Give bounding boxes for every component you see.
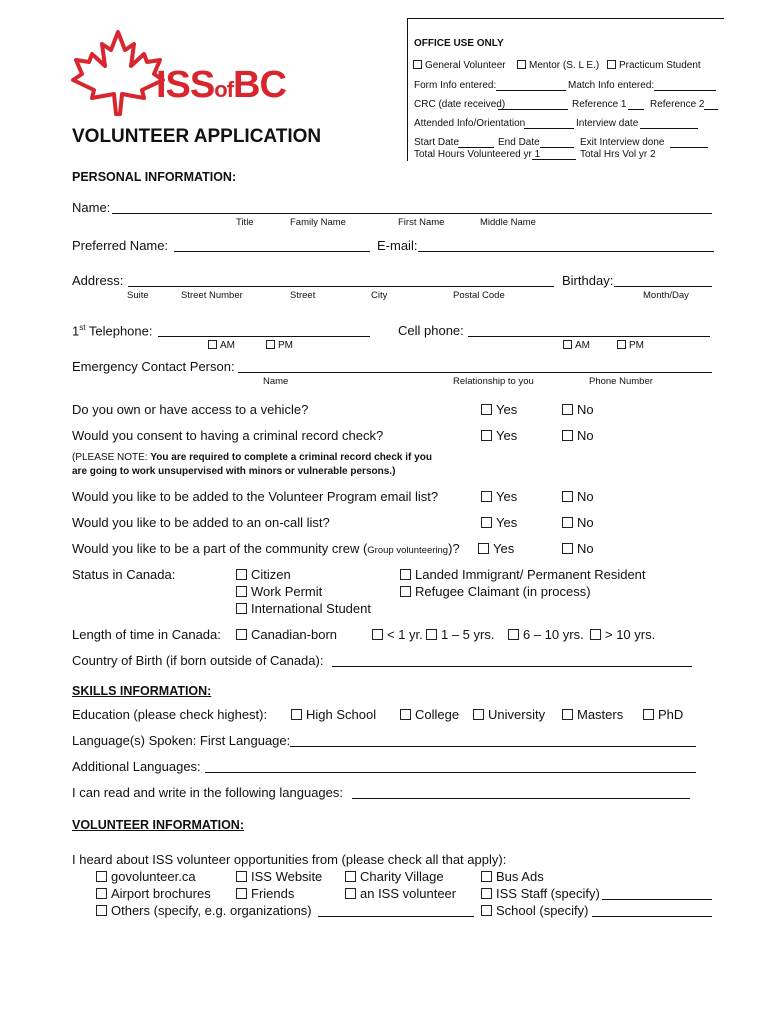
mentor-checkbox[interactable]: Mentor (S. L E.) [517,60,599,71]
match-info-field[interactable] [654,90,716,91]
email-list-no-checkbox[interactable]: No [562,489,594,504]
emerg-sub-relationship: Relationship to you [453,376,534,387]
q-vehicle: Do you own or have access to a vehicle? [72,402,309,417]
exit-interview-label: Exit Interview done [580,137,665,148]
exit-interview-field[interactable] [670,147,708,148]
others-checkbox[interactable]: Others (specify, e.g. organizations) [96,903,312,918]
logo-of: of [214,77,234,102]
criminal-note-line1: (PLEASE NOTE: You are required to complete a criminal record check if you [72,452,432,463]
birthday-field[interactable] [614,286,712,287]
name-field[interactable] [112,213,712,214]
q-crew: Would you like to be a part of the community crew (Group volunteering)? [72,541,460,556]
charity-village-checkbox[interactable]: Charity Village [345,869,444,884]
phd-checkbox[interactable]: PhD [643,707,683,722]
q-oncall: Would you like to be added to an on-call list? [72,515,330,530]
cell-label: Cell phone: [398,323,464,338]
practicum-checkbox[interactable]: Practicum Student [607,60,701,71]
school-checkbox[interactable]: School (specify) [481,903,588,918]
criminal-note-line2: are going to work unsupervised with minors or vulnerable persons.) [72,466,396,477]
criminal-no-checkbox[interactable]: No [562,428,594,443]
start-date-field[interactable] [458,147,494,148]
form-info-label: Form Info entered: [414,80,497,91]
phone-pm-checkbox[interactable]: PM [266,340,293,351]
interview-label: Interview date [576,118,639,129]
start-date-label: Start Date [414,137,460,148]
email-field[interactable] [418,251,714,252]
q-criminal: Would you consent to having a criminal record check? [72,428,384,443]
addr-sub-suite: Suite [127,290,149,301]
name-sub-middle: Middle Name [480,217,536,228]
name-sub-title: Title [236,217,254,228]
page-title: VOLUNTEER APPLICATION [72,126,322,147]
vehicle-yes-checkbox[interactable]: Yes [481,402,517,417]
vehicle-no-checkbox[interactable]: No [562,402,594,417]
office-heading: OFFICE USE ONLY [414,38,504,49]
heard-label: I heard about ISS volunteer opportunities from (please check all that apply): [72,852,507,867]
others-field[interactable] [318,916,474,917]
airport-checkbox[interactable]: Airport brochures [96,886,211,901]
high-school-checkbox[interactable]: High School [291,707,376,722]
work-permit-checkbox[interactable]: Work Permit [236,584,322,599]
telephone-label: 1st Telephone: [72,323,153,339]
iss-staff-checkbox[interactable]: ISS Staff (specify) [481,886,600,901]
logo-bc: BC [233,64,286,106]
crew-no-checkbox[interactable]: No [562,541,594,556]
end-date-field[interactable] [540,147,574,148]
length-label: Length of time in Canada: [72,627,221,642]
cell-am-checkbox[interactable]: AM [563,340,590,351]
status-label: Status in Canada: [72,567,176,582]
oncall-yes-checkbox[interactable]: Yes [481,515,517,530]
oncall-no-checkbox[interactable]: No [562,515,594,530]
preferred-name-label: Preferred Name: [72,238,169,253]
read-write-label: I can read and write in the following languages: [72,785,344,800]
reference1-field[interactable] [628,109,644,110]
govolunteer-checkbox[interactable]: govolunteer.ca [96,869,196,884]
friends-checkbox[interactable]: Friends [236,886,294,901]
crew-yes-checkbox[interactable]: Yes [478,541,514,556]
addr-sub-postal: Postal Code [453,290,505,301]
total-hours-label: Total Hours Volunteered yr 1 [414,149,541,160]
end-date-label: End Date [498,137,540,148]
addr-sub-street: Street [290,290,316,301]
addr-sub-monthday: Month/Day [643,290,689,301]
preferred-name-field[interactable] [174,251,370,252]
iss-volunteer-checkbox[interactable]: an ISS volunteer [345,886,456,901]
form-info-field[interactable] [496,90,566,91]
emergency-label: Emergency Contact Person: [72,359,235,374]
intl-student-checkbox[interactable]: International Student [236,601,371,616]
landed-checkbox[interactable]: Landed Immigrant/ Permanent Resident [400,567,646,582]
general-volunteer-checkbox[interactable]: General Volunteer [413,60,506,71]
first-language-field[interactable] [290,746,696,747]
addr-sub-city: City [371,290,388,301]
iss-website-checkbox[interactable]: ISS Website [236,869,322,884]
total-hours-field[interactable] [532,159,576,160]
masters-checkbox[interactable]: Masters [562,707,623,722]
attended-field[interactable] [524,128,574,129]
iss-staff-field[interactable] [602,899,712,900]
cell-pm-checkbox[interactable]: PM [617,340,644,351]
criminal-yes-checkbox[interactable]: Yes [481,428,517,443]
y1-5-checkbox[interactable]: 1 – 5 yrs. [426,627,494,642]
q-email-list: Would you like to be added to the Volunteer Program email list? [72,489,439,504]
match-info-label: Match Info entered: [568,80,655,91]
school-field[interactable] [592,916,712,917]
email-label: E-mail: [377,238,418,253]
reference2-field[interactable] [704,109,718,110]
telephone-field[interactable] [158,336,370,337]
college-checkbox[interactable]: College [400,707,459,722]
email-list-yes-checkbox[interactable]: Yes [481,489,517,504]
name-label: Name: [72,200,111,215]
reference2-label: Reference 2 [650,99,705,110]
phone-am-checkbox[interactable]: AM [208,340,235,351]
reference1-label: Reference 1 [572,99,627,110]
university-checkbox[interactable]: University [473,707,545,722]
read-write-field[interactable] [352,798,690,799]
skills-heading: SKILLS INFORMATION: [72,684,212,698]
emerg-sub-phone: Phone Number [589,376,653,387]
iss-logo [68,28,286,118]
cell-field[interactable] [468,336,710,337]
emerg-sub-name: Name [263,376,289,387]
refugee-checkbox[interactable]: Refugee Claimant (in process) [400,584,591,599]
first-language-label: Language(s) Spoken: First Language: [72,733,291,748]
attended-label: Attended Info/Orientation [414,118,526,129]
lt1-checkbox[interactable]: < 1 yr. [372,627,423,642]
bus-ads-checkbox[interactable]: Bus Ads [481,869,544,884]
canadian-born-checkbox[interactable]: Canadian-born [236,627,337,642]
birthday-label: Birthday: [562,273,614,288]
country-field[interactable] [332,666,692,667]
volunteer-heading: VOLUNTEER INFORMATION: [72,818,244,832]
maple-leaf-icon [68,28,168,118]
total-hrs2-label: Total Hrs Vol yr 2 [580,149,656,160]
education-label: Education (please check highest): [72,707,268,722]
logo-iss: ISS [156,64,215,106]
name-sub-first: First Name [398,217,445,228]
address-label: Address: [72,273,124,288]
interview-field[interactable] [640,128,698,129]
y6-10-checkbox[interactable]: 6 – 10 yrs. [508,627,584,642]
name-sub-family: Family Name [290,217,346,228]
additional-languages-label: Additional Languages: [72,759,201,774]
country-label: Country of Birth (if born outside of Canada): [72,653,324,668]
emergency-field[interactable] [238,372,712,373]
crc-label: CRC (date received) [414,99,506,110]
personal-heading: PERSONAL INFORMATION: [72,170,237,184]
addr-sub-street-number: Street Number [181,290,243,301]
crc-field[interactable] [498,109,568,110]
citizen-checkbox[interactable]: Citizen [236,567,291,582]
gt10-checkbox[interactable]: > 10 yrs. [590,627,655,642]
address-field[interactable] [128,286,554,287]
additional-languages-field[interactable] [205,772,696,773]
